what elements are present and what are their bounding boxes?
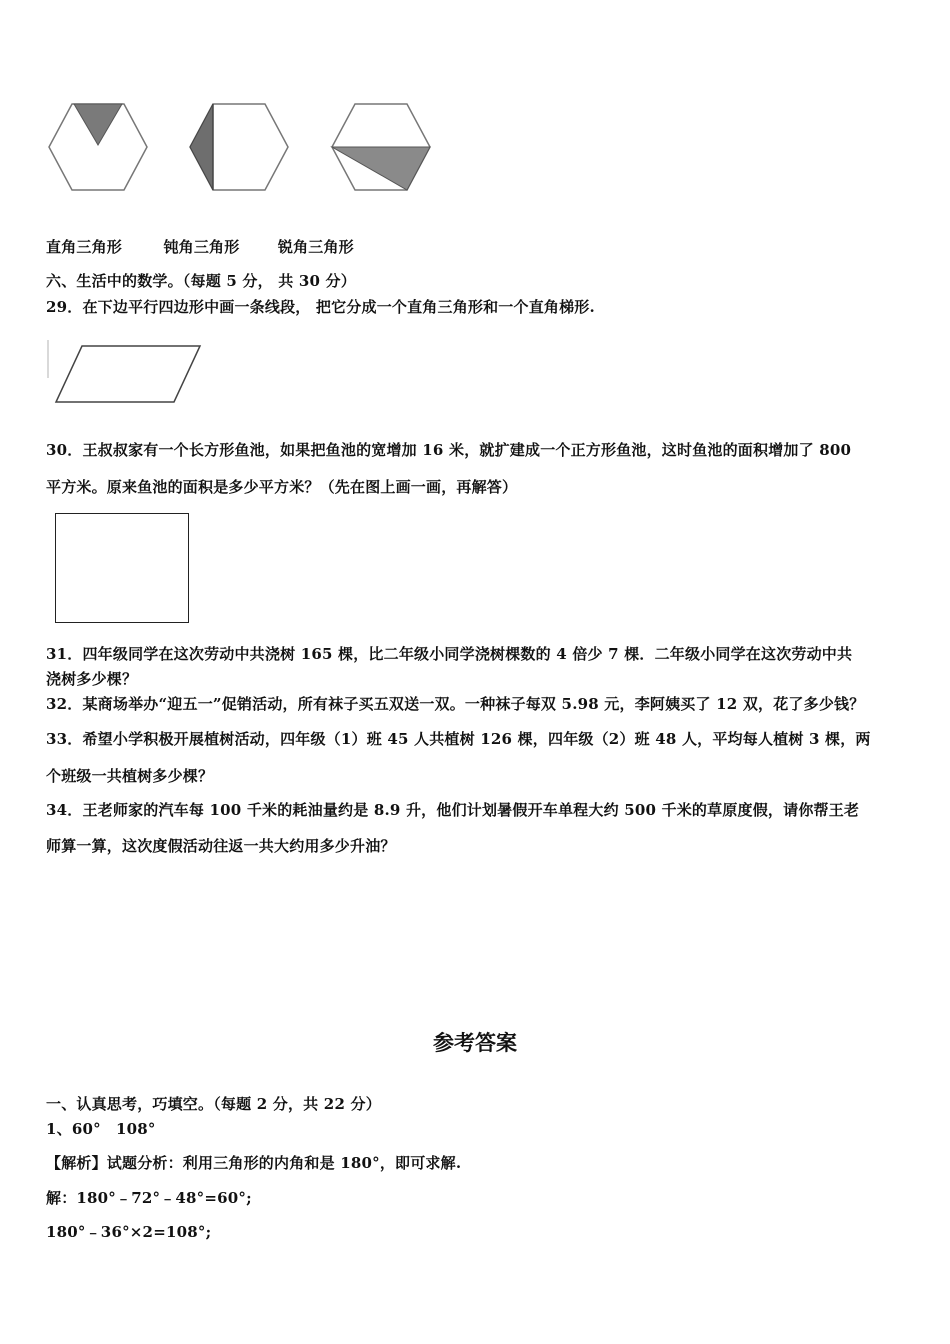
question-30-line-1: 30．王叔叔家有一个长方形鱼池，如果把鱼池的宽增加 16 米，就扩建成一个正方形鱼池，这时鱼池的面积增加了 800 — [46, 441, 852, 459]
answers-title: 参考答案 — [433, 1030, 517, 1055]
hexagon-label-3: 锐角三角形 — [277, 238, 354, 256]
question-33-line-1: 33．希望小学积极开展植树活动，四年级（1）班 45 人共植树 126 棵，四年级（2）班 48 人，平均每人植树 3 棵，两 — [46, 730, 871, 748]
question-33-line-2: 个班级一共植树多少棵？ — [46, 767, 214, 785]
answer-1-step-1: 解：180°﹣72°﹣48°=60°; — [46, 1189, 252, 1207]
question-34-line-2: 师算一算，这次度假活动往返一共大约用多少升油？ — [46, 837, 396, 855]
hexagon-label-2: 钝角三角形 — [163, 238, 240, 256]
hexagon-figure-1 — [46, 100, 150, 194]
question-29: 29．在下边平行四边形中画一条线段， 把它分成一个直角三角形和一个直角梯形. — [46, 298, 595, 316]
answer-1: 1、60° 108° — [46, 1120, 156, 1138]
fish-pond-rectangle — [55, 513, 189, 623]
hexagon-figure-3 — [328, 100, 434, 194]
answer-1-analysis: 【解析】试题分析：利用三角形的内角和是 180°，即可求解. — [46, 1154, 462, 1172]
question-31-line-2: 浇树多少棵？ — [46, 670, 138, 688]
answers-section-1-heading: 一、认真思考，巧填空。（每题 2 分，共 22 分） — [46, 1095, 381, 1113]
hexagon-figure-2 — [186, 100, 292, 194]
section-6-heading: 六、生活中的数学。（每题 5 分， 共 30 分） — [46, 272, 356, 290]
parallelogram-figure — [44, 332, 208, 410]
question-32: 32．某商场举办“迎五一”促销活动，所有袜子买五双送一双。一种袜子每双 5.98 元，李阿姨买了 12 双，花了多少钱？ — [46, 695, 865, 713]
question-30-line-2: 平方米。原来鱼池的面积是多少平方米？（先在图上画一画，再解答） — [46, 478, 518, 496]
answer-1-step-2: 180°﹣36°×2=108°; — [46, 1223, 212, 1241]
hexagon-label-1: 直角三角形 — [46, 238, 123, 256]
question-34-line-1: 34．王老师家的汽车每 100 千米的耗油量约是 8.9 升，他们计划暑假开车单程大约 500 千米的草原度假，请你帮王老 — [46, 801, 860, 819]
question-31-line-1: 31．四年级同学在这次劳动中共浇树 165 棵，比二年级小同学浇树棵数的 4 倍少 7 棵．二年级小同学在这次劳动中共 — [46, 645, 853, 663]
hexagon-labels — [46, 236, 354, 257]
